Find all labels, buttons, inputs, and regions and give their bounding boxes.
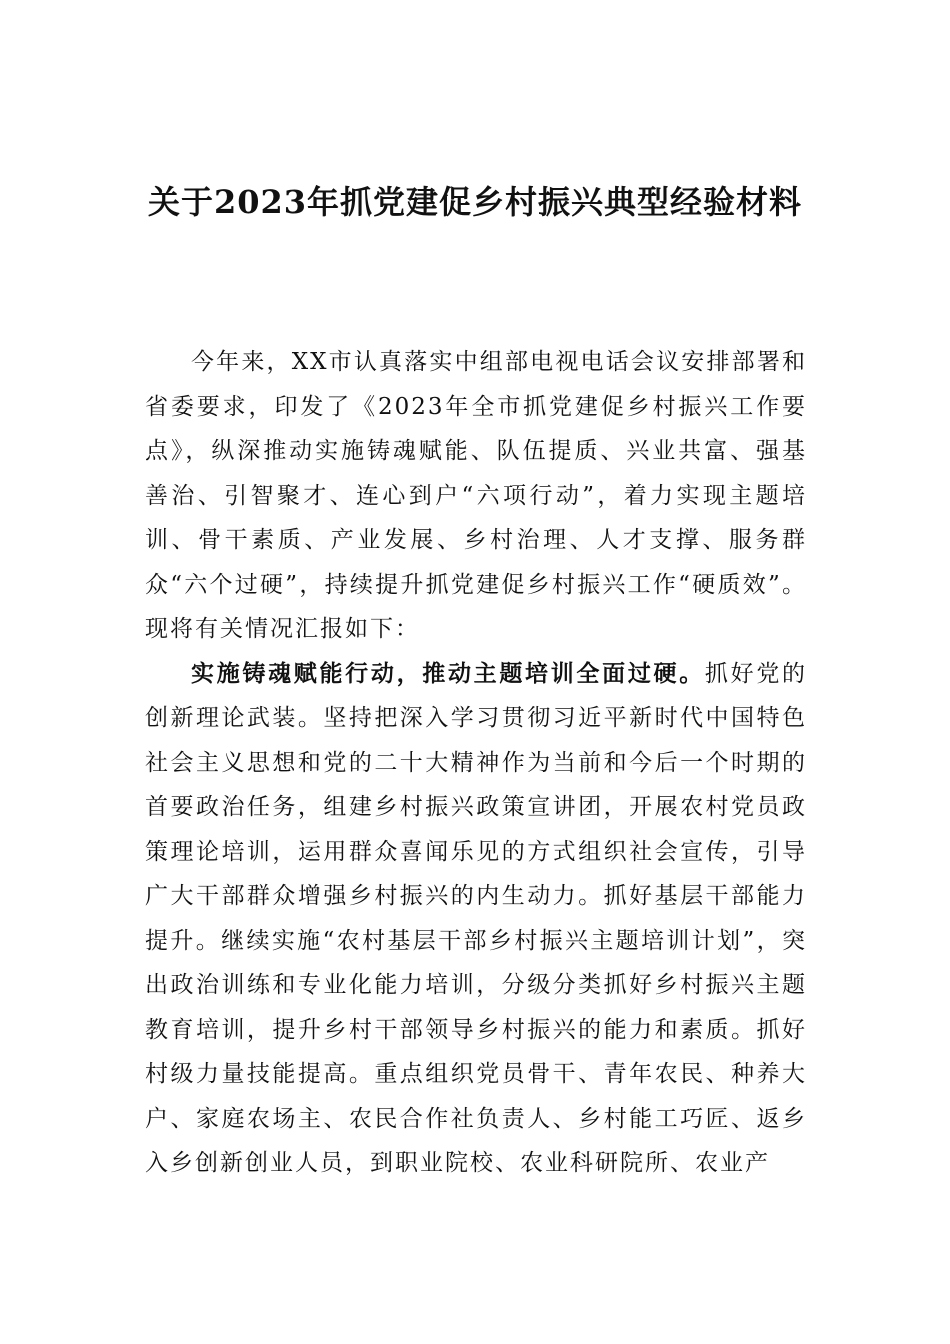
document-title: 关于2023年抓党建促乡村振兴典型经验材料	[147, 183, 803, 221]
paragraph-intro	[145, 340, 807, 652]
section-1-text: 抓好党的创新理论武装。坚持把深入学习贯彻习近平新时代中国特色社会主义思想和党的二十大精神作为当前和今后一个时期的首要政治任务，组建乡村振兴政策宣讲团，开展农村党员政策理论培训，运用群众喜闻乐见的方式组织社会宣传，引导广大干部群众增强乡村振兴的内生动力。抓好基层干部能力提升。继续实施“农村基层干部乡村振兴主题培训计划”，突出政治训练和专业化能力培训，分级分类抓好乡村振兴主题教育培训，提升乡村干部领导乡村振兴的能力和素质。抓好村级力量技能提高。重点组织党员骨干、青年农民、种养大户、家庭农场主、农民合作社负责人、乡村能工巧匠、返乡入乡创新创业人员，到职业院校、农业科研院所、农业产	[145, 660, 808, 1176]
paragraph-section-1	[145, 652, 807, 1186]
paragraph-intro-text: 今年来，XX市认真落实中组部电视电话会议安排部署和省委要求，印发了《2023年全市抓党建促乡村振兴工作要点》，纵深推动实施铸魂赋能、队伍提质、兴业共富、强基善治、引智聚才、连心到户“六项行动”，着力实现主题培训、骨干素质、产业发展、乡村治理、人才支撑、服务群众“六个过硬”，持续提升抓党建促乡村振兴工作“硬质效”。现将有关情况汇报如下：	[145, 349, 807, 642]
section-1-heading: 实施铸魂赋能行动，推动主题培训全面过硬。	[191, 659, 705, 687]
document-body	[145, 340, 807, 1186]
